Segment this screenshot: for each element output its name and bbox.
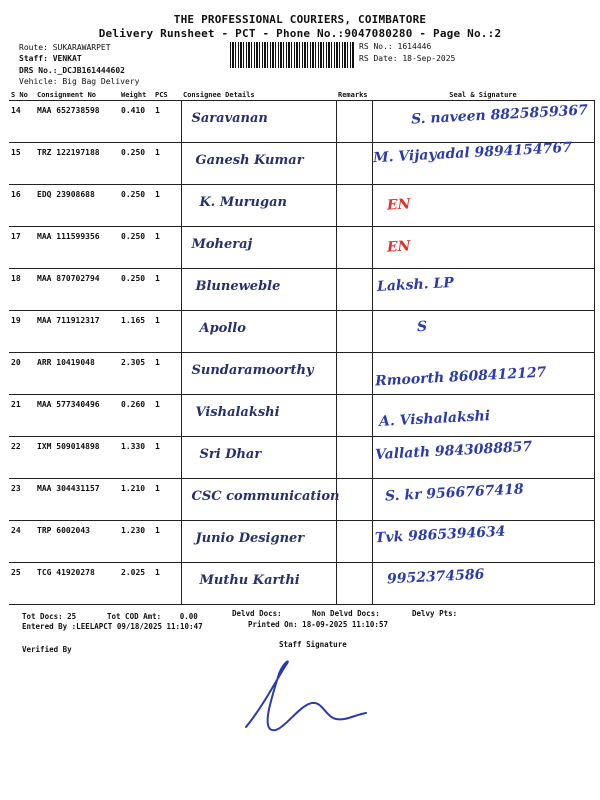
cell-consignment-no: IXM 509014898 bbox=[35, 437, 119, 479]
table-row bbox=[9, 101, 594, 143]
table-row bbox=[9, 269, 594, 311]
cell-seal-signature bbox=[372, 269, 594, 311]
cell-remarks bbox=[336, 521, 372, 563]
handwritten-signature: S. naveen 8825859367 bbox=[410, 102, 588, 128]
handwritten-signature: 9952374586 bbox=[386, 566, 485, 588]
non-delvd-docs-label: Non Delvd Docs: bbox=[312, 609, 380, 618]
cell-consignment-no: TCG 41920278 bbox=[35, 563, 119, 605]
table-row bbox=[9, 521, 594, 563]
cell-consignment-no: MAA 304431157 bbox=[35, 479, 119, 521]
route-line bbox=[19, 43, 111, 52]
cell-pcs: 1 bbox=[153, 227, 181, 269]
cell-remarks bbox=[336, 479, 372, 521]
table-row bbox=[9, 353, 594, 395]
cell-remarks bbox=[336, 185, 372, 227]
company-title: THE PROFESSIONAL COURIERS, COIMBATORE bbox=[173, 13, 427, 26]
handwritten-signature: S bbox=[416, 318, 428, 336]
tot-docs-value: 25 bbox=[67, 612, 77, 621]
cell-seal-signature bbox=[372, 311, 594, 353]
rs-date-value: 18-Sep-2025 bbox=[402, 54, 456, 63]
printed-on: Printed On: 18-09-2025 11:10:57 bbox=[248, 620, 388, 629]
table-row bbox=[9, 395, 594, 437]
cell-sno: 25 bbox=[9, 563, 35, 605]
cell-consignee bbox=[181, 227, 336, 269]
runsheet-table bbox=[9, 89, 595, 605]
handwritten-signature: Laksh. LP bbox=[376, 275, 454, 295]
handwritten-signature: A. Vishalakshi bbox=[378, 408, 490, 430]
rs-date-line bbox=[359, 54, 455, 63]
cell-consignee bbox=[181, 395, 336, 437]
cell-weight: 1.165 bbox=[119, 311, 153, 353]
cell-sno: 14 bbox=[9, 101, 35, 143]
handwritten-signature: Tvk 9865394634 bbox=[374, 523, 506, 547]
cell-pcs: 1 bbox=[153, 353, 181, 395]
cell-pcs: 1 bbox=[153, 101, 181, 143]
cell-pcs: 1 bbox=[153, 185, 181, 227]
cell-sno: 16 bbox=[9, 185, 35, 227]
cell-remarks bbox=[336, 269, 372, 311]
cell-seal-signature bbox=[372, 185, 594, 227]
delvd-docs-label: Delvd Docs: bbox=[232, 609, 282, 618]
rs-no-value: 1614446 bbox=[397, 42, 432, 51]
cell-weight: 0.250 bbox=[119, 269, 153, 311]
cell-remarks bbox=[336, 143, 372, 185]
handwritten-consignee: Saravanan bbox=[191, 111, 268, 126]
cell-weight: 0.410 bbox=[119, 101, 153, 143]
rs-no-label: RS No.: bbox=[359, 42, 393, 51]
table-row bbox=[9, 143, 594, 185]
handwritten-consignee: Sri Dhar bbox=[199, 447, 262, 462]
cell-seal-signature bbox=[372, 395, 594, 437]
cell-sno: 23 bbox=[9, 479, 35, 521]
entered-by: Entered By :LEELAPCT 09/18/2025 11:10:47 bbox=[22, 622, 203, 631]
verified-by: Verified By bbox=[22, 645, 72, 654]
cell-consignee bbox=[181, 101, 336, 143]
handwritten-signature: S. kr 9566767418 bbox=[384, 481, 524, 505]
cell-seal-signature bbox=[372, 479, 594, 521]
cell-pcs: 1 bbox=[153, 143, 181, 185]
col-remarks: Remarks bbox=[336, 89, 372, 101]
cell-seal-signature bbox=[372, 437, 594, 479]
cell-pcs: 1 bbox=[153, 395, 181, 437]
cell-consignee bbox=[181, 437, 336, 479]
handwritten-signature: M. Vijayadal 9894154767 bbox=[372, 139, 572, 167]
tot-cod-label: Tot COD Amt: bbox=[107, 612, 162, 621]
cell-consignee bbox=[181, 185, 336, 227]
cell-pcs: 1 bbox=[153, 269, 181, 311]
cell-pcs: 1 bbox=[153, 437, 181, 479]
cell-pcs: 1 bbox=[153, 479, 181, 521]
cell-weight: 2.305 bbox=[119, 353, 153, 395]
cell-sno: 22 bbox=[9, 437, 35, 479]
staff-signature-drawing bbox=[240, 655, 370, 740]
drs-label: DRS No.: bbox=[19, 66, 58, 75]
route-value: SUKARAWARPET bbox=[52, 43, 111, 52]
vehicle-label: Vehicle: bbox=[19, 77, 58, 86]
cell-consignment-no: TRZ 122197188 bbox=[35, 143, 119, 185]
cell-consignee bbox=[181, 143, 336, 185]
handwritten-consignee: Muthu Karthi bbox=[199, 573, 300, 588]
cell-consignee bbox=[181, 563, 336, 605]
rs-date-label: RS Date: bbox=[359, 54, 398, 63]
cell-remarks bbox=[336, 227, 372, 269]
cell-sno: 18 bbox=[9, 269, 35, 311]
col-consignment: Consignment No bbox=[35, 89, 119, 101]
cell-weight: 1.330 bbox=[119, 437, 153, 479]
cell-consignee bbox=[181, 311, 336, 353]
staff-signature-label: Staff Signature bbox=[279, 640, 347, 649]
cell-consignment-no: MAA 111599356 bbox=[35, 227, 119, 269]
cell-weight: 1.230 bbox=[119, 521, 153, 563]
cell-remarks bbox=[336, 395, 372, 437]
cell-weight: 0.250 bbox=[119, 185, 153, 227]
table-row bbox=[9, 227, 594, 269]
handwritten-consignee: Apollo bbox=[199, 321, 246, 336]
cell-sno: 19 bbox=[9, 311, 35, 353]
vehicle-line bbox=[19, 77, 139, 86]
table-row bbox=[9, 563, 594, 605]
handwritten-consignee: Bluneweble bbox=[195, 279, 281, 294]
cell-consignment-no: MAA 870702794 bbox=[35, 269, 119, 311]
cell-seal-signature bbox=[372, 139, 594, 185]
handwritten-consignee: K. Murugan bbox=[199, 195, 287, 210]
cell-remarks bbox=[336, 101, 372, 143]
handwritten-signature: Rmoorth 8608412127 bbox=[374, 364, 547, 390]
cell-sno: 17 bbox=[9, 227, 35, 269]
cell-sno: 20 bbox=[9, 353, 35, 395]
cell-consignment-no: MAA 711912317 bbox=[35, 311, 119, 353]
barcode-image bbox=[230, 42, 354, 68]
cell-consignment-no: ARR 10419048 bbox=[35, 353, 119, 395]
cell-consignee bbox=[181, 353, 336, 395]
tot-cod-value: 0.00 bbox=[179, 612, 198, 621]
col-pcs: PCS bbox=[153, 89, 181, 101]
table-row bbox=[9, 185, 594, 227]
table-row bbox=[9, 437, 594, 479]
table-row bbox=[9, 311, 594, 353]
cell-consignment-no: TRP 6002043 bbox=[35, 521, 119, 563]
handwritten-consignee: Ganesh Kumar bbox=[195, 153, 304, 168]
table-header bbox=[9, 89, 594, 101]
staff-line bbox=[19, 54, 82, 63]
cell-sno: 24 bbox=[9, 521, 35, 563]
col-seal: Seal & Signature bbox=[372, 89, 594, 101]
col-sno: S No bbox=[9, 89, 35, 101]
tot-docs-label: Tot Docs: bbox=[22, 612, 63, 621]
handwritten-consignee: Moheraj bbox=[191, 237, 253, 252]
cell-seal-signature bbox=[372, 521, 594, 563]
cell-seal-signature bbox=[372, 353, 594, 395]
handwritten-consignee: Junio Designer bbox=[195, 531, 305, 546]
drs-line bbox=[19, 66, 125, 75]
cell-remarks bbox=[336, 311, 372, 353]
handwritten-consignee: Vishalakshi bbox=[195, 405, 280, 420]
cell-seal-signature bbox=[372, 227, 594, 269]
staff-value: VENKAT bbox=[52, 54, 82, 63]
cell-remarks bbox=[336, 437, 372, 479]
cell-weight: 0.260 bbox=[119, 395, 153, 437]
col-weight: Weight bbox=[119, 89, 153, 101]
cell-weight: 1.210 bbox=[119, 479, 153, 521]
tot-cod bbox=[107, 612, 198, 621]
runsheet-subtitle: Delivery Runsheet - PCT - Phone No.:9047080280 - Page No.:2 bbox=[98, 27, 502, 40]
cell-seal-signature bbox=[372, 101, 594, 143]
cell-weight: 0.250 bbox=[119, 143, 153, 185]
cell-pcs: 1 bbox=[153, 311, 181, 353]
handwritten-signature: Vallath 9843088857 bbox=[374, 438, 533, 464]
route-label: Route: bbox=[19, 43, 48, 52]
handwritten-signature: EN bbox=[386, 238, 411, 256]
cell-seal-signature bbox=[372, 563, 594, 605]
cell-sno: 15 bbox=[9, 143, 35, 185]
tot-docs bbox=[22, 612, 76, 621]
cell-remarks bbox=[336, 563, 372, 605]
cell-consignee bbox=[181, 479, 340, 521]
cell-sno: 21 bbox=[9, 395, 35, 437]
rs-no-line bbox=[359, 42, 431, 51]
cell-pcs: 1 bbox=[153, 563, 181, 605]
col-consignee: Consignee Details bbox=[181, 89, 336, 101]
delvy-pts-label: Delvy Pts: bbox=[412, 609, 458, 618]
cell-consignment-no: MAA 577340496 bbox=[35, 395, 119, 437]
cell-consignee bbox=[181, 521, 336, 563]
handwritten-consignee: Sundaramoorthy bbox=[191, 363, 314, 378]
cell-consignee bbox=[181, 269, 336, 311]
cell-weight: 0.250 bbox=[119, 227, 153, 269]
handwritten-signature: EN bbox=[386, 196, 411, 214]
cell-weight: 2.025 bbox=[119, 563, 153, 605]
cell-remarks bbox=[336, 353, 372, 395]
staff-label: Staff: bbox=[19, 54, 48, 63]
handwritten-consignee: CSC communication bbox=[191, 489, 340, 504]
cell-consignment-no: MAA 652738598 bbox=[35, 101, 119, 143]
cell-pcs: 1 bbox=[153, 521, 181, 563]
table-row bbox=[9, 479, 594, 521]
cell-consignment-no: EDQ 23908688 bbox=[35, 185, 119, 227]
vehicle-value: Big Bag Delivery bbox=[62, 77, 140, 86]
drs-value: _DCJB161444602 bbox=[57, 66, 125, 75]
